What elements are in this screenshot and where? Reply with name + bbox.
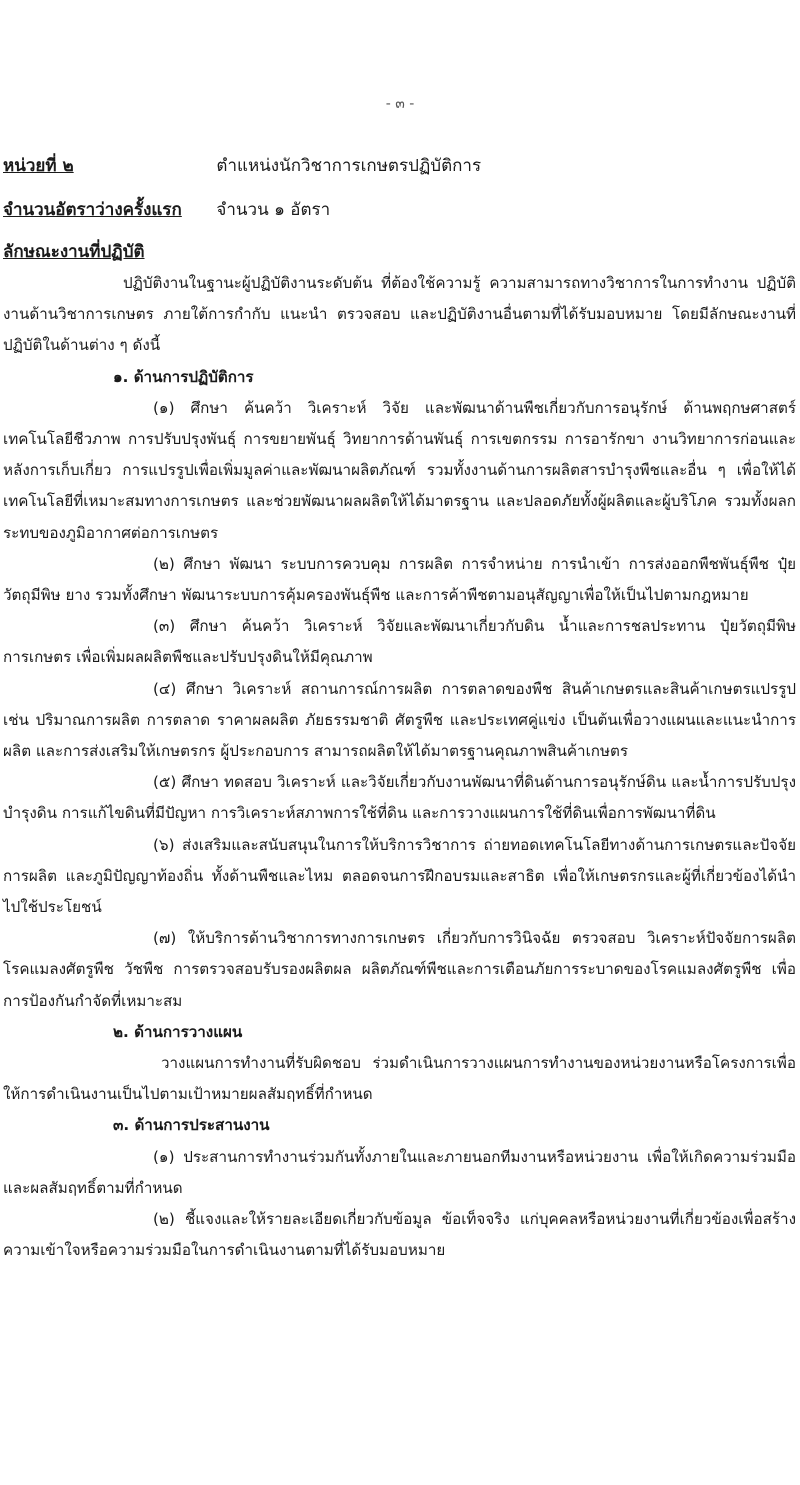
unit-value: ตำแหน่งนักวิชาการเกษตรปฏิบัติการ	[216, 156, 482, 176]
section-item: (๒) ศึกษา พัฒนา ระบบการควบคุม การผลิต การจำหน่าย การนำเข้า การส่งออกพืชพันธุ์พืช ปุ๋ย วัตถุมีพิษ ยาง รวมทั้งศึกษา พัฒนาระบบการคุ้มครองพันธุ์พืช และการค้าพืชตามอนุสัญญาเพื่อให้เป็นไปตามกฎหมาย	[3, 554, 796, 605]
section-item: (๕) ศึกษา ทดสอบ วิเคราะห์ และวิจัยเกี่ยวกับงานพัฒนาที่ดินด้านการอนุรักษ์ดิน และน้ำการปรับปรุงบำรุงดิน การแก้ไขดินที่มีปัญหา การวิเคราะห์สภาพการใช้ที่ดิน และการวางแผนการใช้ที่ดินเพื่อการพัฒนาที่ดิน	[3, 773, 796, 823]
section-item: (๓) ศึกษา ค้นคว้า วิเคราะห์ วิจัยและพัฒนาเกี่ยวกับดิน น้ำและการชลประทาน ปุ๋ยวัตถุมีพิษการเกษตร เพื่อเพิ่มผลผลิตพืชและปรับปรุงดินให้มีคุณภาพ	[3, 617, 796, 667]
unit-row	[3, 152, 481, 179]
section-item: วางแผนการทำงานที่รับผิดชอบ ร่วมดำเนินการวางแผนการทำงานของหน่วยงานหรือโครงการเพื่อให้การดำเนินงานเป็นไปตามเป้าหมายผลสัมฤทธิ์ที่กำหนด	[3, 1054, 796, 1104]
vacancy-value: จำนวน ๑ อัตรา	[216, 200, 331, 220]
section-heading: ๓. ด้านการประสานงาน	[113, 1116, 270, 1135]
section-item: (๑) ศึกษา ค้นคว้า วิเคราะห์ วิจัย และพัฒนาด้านพืชเกี่ยวกับการอนุรักษ์ ด้านพฤกษศาสตร์ เทคโนโลยีชีวภาพ การปรับปรุงพันธุ์ การขยายพันธุ์ วิทยาการด้านพันธุ์ การเขตกรรม การอารักขา งานวิทยาการก่อนและหลังการเก็บเกี่ยว การแปรรูปเพื่อเพิ่มมูลค่าและพัฒนาผลิตภัณฑ์ รวมทั้งงานด้านการผลิตสารบำรุงพืชและอื่น ๆ เพื่อให้ได้เทคโนโลยีที่เหมาะสมทางการเกษตร และช่วยพัฒนาผลผลิตให้ได้มาตรฐาน และปลอดภัยทั้งผู้ผลิตและผู้บริโภค รวมทั้งผลกระทบของภูมิอากาศต่อการเกษตร	[3, 398, 796, 542]
vacancy-row	[3, 196, 330, 223]
unit-label: หน่วยที่ ๒	[3, 156, 74, 176]
section-heading: ๑. ด้านการปฏิบัติการ	[113, 367, 254, 386]
section-item: (๗) ให้บริการด้านวิชาการทางการเกษตร เกี่ยวกับการวินิจฉัย ตรวจสอบ วิเคราะห์ปัจจัยการผลิต โรคแมลงศัตรูพืช วัชพืช การตรวจสอบรับรองผลิตผล ผลิตภัณฑ์พืชและการเตือนภัยการระบาดของโรคแมลงศัตรูพืช เพื่อการป้องกันกำจัดที่เหมาะสม	[3, 929, 796, 1010]
page-number: - ๓ -	[385, 96, 415, 112]
vacancy-label: จำนวนอัตราว่างครั้งแรก	[3, 200, 182, 220]
section-item: (๔) ศึกษา วิเคราะห์ สถานการณ์การผลิต การตลาดของพืช สินค้าเกษตรและสินค้าเกษตรแปรรูป เช่น ปริมาณการผลิต การตลาด ราคาผลผลิต ภัยธรรมชาติ ศัตรูพืช และประเทศคู่แข่ง เป็นต้นเพื่อวางแผนและแนะนำการผลิต และการส่งเสริมให้เกษตรกร ผู้ประกอบการ สามารถผลิตให้ได้มาตรฐานคุณภาพสินค้าเกษตร	[3, 679, 796, 761]
intro-paragraph: ปฏิบัติงานในฐานะผู้ปฏิบัติงานระดับต้น ที่ต้องใช้ความรู้ ความสามารถทางวิชาการในการทำงาน ปฏิบัติงานด้านวิชาการเกษตร ภายใต้การกำกับ แนะนำ ตรวจสอบ และปฏิบัติงานอื่นตามที่ได้รับมอบหมาย โดยมีลักษณะงานที่ปฏิบัติในด้านต่าง ๆ ดังนี้	[3, 274, 796, 355]
section-heading: ๒. ด้านการวางแผน	[113, 1022, 243, 1041]
section-item: (๖) ส่งเสริมและสนับสนุนในการให้บริการวิชาการ ถ่ายทอดเทคโนโลยีทางด้านการเกษตรและปัจจัยการผลิต และภูมิปัญญาท้องถิ่น ทั้งด้านพืชและไหม ตลอดจนการฝึกอบรมและสาธิต เพื่อให้เกษตรกรและผู้ที่เกี่ยวข้องได้นำไปใช้ประโยชน์	[3, 835, 796, 917]
document-body	[3, 268, 796, 1267]
section-item: (๑) ประสานการทำงานร่วมกันทั้งภายในและภายนอกทีมงานหรือหน่วยงาน เพื่อให้เกิดความร่วมมือและผลสัมฤทธิ์ตามที่กำหนด	[3, 1147, 796, 1197]
section-item: (๒) ชี้แจงและให้รายละเอียดเกี่ยวกับข้อมูล ข้อเท็จจริง แก่บุคคลหรือหน่วยงานที่เกี่ยวข้องเพื่อสร้างความเข้าใจหรือความร่วมมือในการดำเนินงานตามที่ได้รับมอบหมาย	[3, 1210, 796, 1260]
section-title: ลักษณะงานที่ปฏิบัติ	[3, 242, 145, 262]
